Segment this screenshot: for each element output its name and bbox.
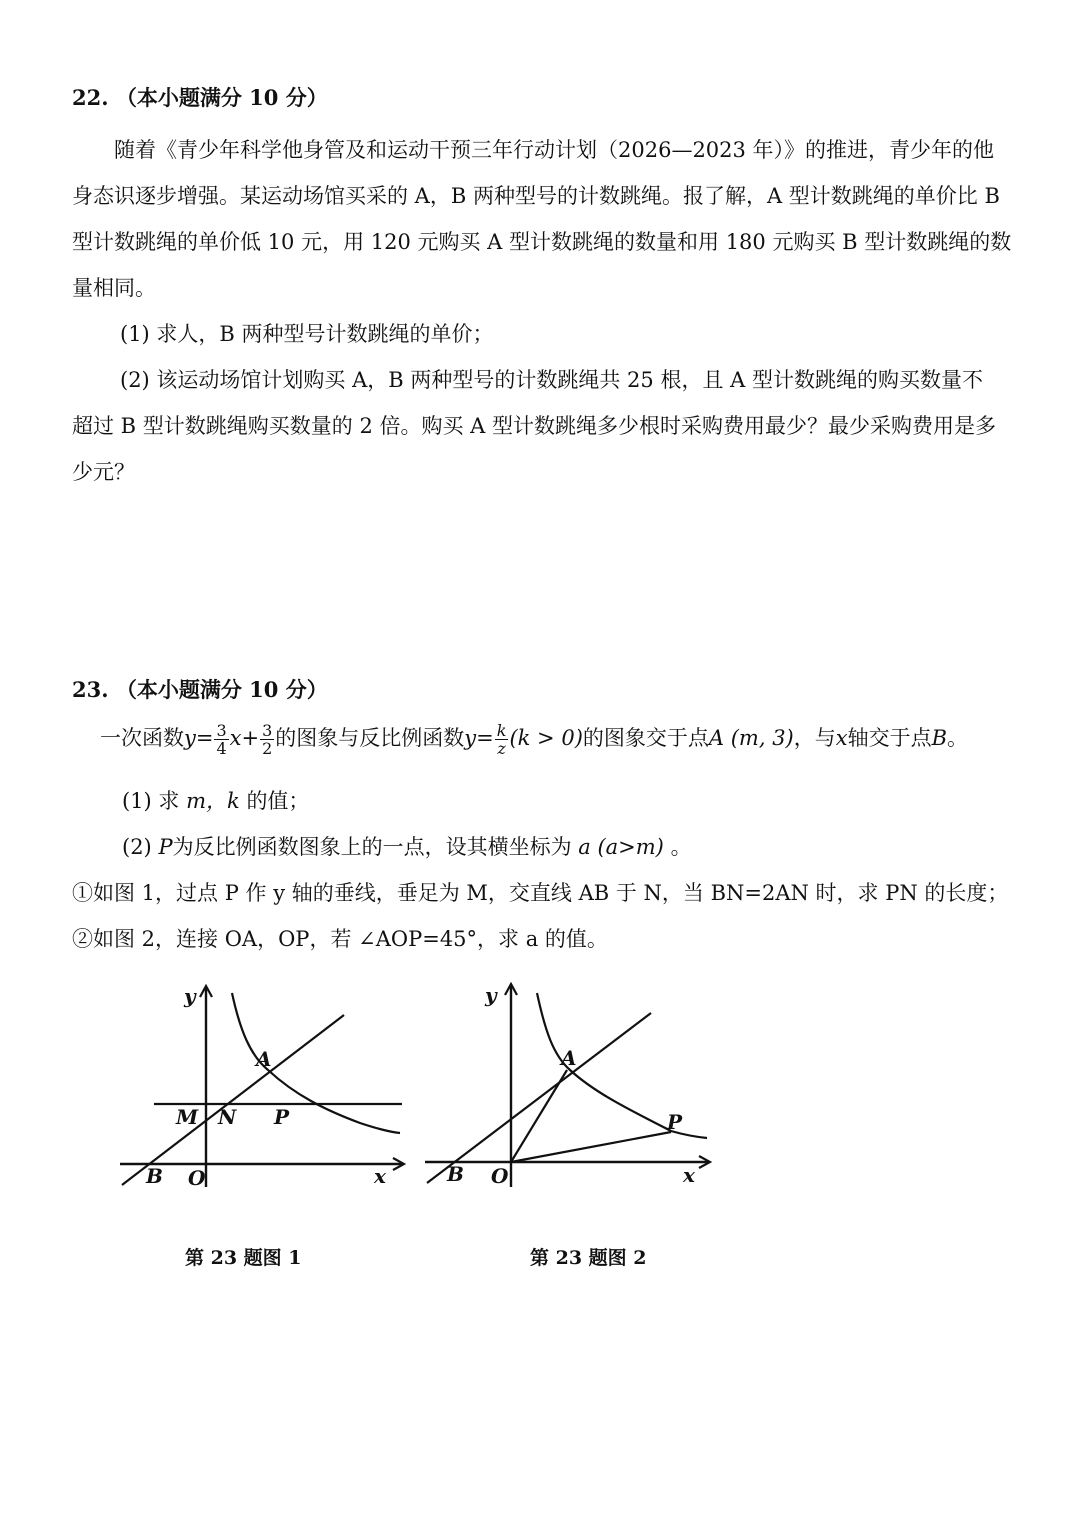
- q22-line-3: 型计数跳绳的单价低 10 元，用 120 元购买 A 型计数跳绳的数量和用 180 元购买 B 型计数跳绳的数: [72, 230, 1012, 254]
- label-y: y: [184, 984, 196, 1008]
- label-a: A: [561, 1046, 577, 1070]
- q23-part-2-a: (2): [122, 835, 152, 859]
- q23-part-1-b: 的值；: [246, 789, 310, 813]
- q23-intro-b: 的图象与反比例函数: [275, 726, 465, 750]
- q23-x-plus: x+: [229, 726, 260, 750]
- label-o: O: [188, 1166, 206, 1190]
- q23-intro-a: 一次函数: [100, 726, 184, 750]
- label-n: N: [218, 1105, 237, 1129]
- label-p: P: [667, 1110, 683, 1134]
- label-x: x: [374, 1164, 386, 1188]
- q23-frac-3-4: [214, 722, 228, 757]
- q23-intro-e: 轴交于点: [847, 726, 932, 750]
- q23-y-eq-1: y=: [184, 726, 214, 750]
- q23-frac-k-x: [495, 722, 509, 757]
- q22-part-2-line-3: 少元？: [72, 460, 135, 484]
- q23-part-2: [122, 831, 692, 861]
- q23-sub-2: ②如图 2，连接 OA，OP，若 ∠AOP=45°，求 a 的值。: [72, 927, 608, 951]
- q23-point-b: B: [931, 726, 948, 750]
- q22-part-1: (1) 求人，B 两种型号计数跳绳的单价；: [120, 322, 494, 346]
- q23-sub-1: ①如图 1，过点 P 作 y 轴的垂线，垂足为 M，交直线 AB 于 N，当 BN=2AN 时，求 PN 的长度；: [72, 881, 1009, 905]
- frac-numerator: k: [496, 721, 507, 740]
- q23-condition: (k > 0): [509, 726, 583, 750]
- q23-point-a: A (m, 3): [708, 726, 794, 750]
- q22-line-1: 随着《青少年科学他身管及和运动干预三年行动计划（2026—2023 年）》的推进，青少年的他: [114, 138, 995, 162]
- figure-2: [415, 975, 720, 1205]
- q22-line-2: 身态识逐步增强。某运动场馆买采的 A，B 两种型号的计数跳绳。报了解，A 型计数跳绳的单价比 B: [72, 184, 1000, 208]
- label-y: y: [485, 983, 497, 1007]
- label-o: O: [491, 1164, 509, 1188]
- q23-part-1-a: (1) 求: [122, 789, 180, 813]
- q23-intro-f: 。: [947, 726, 969, 750]
- label-p: P: [274, 1105, 290, 1129]
- segment-oa: [511, 1070, 567, 1162]
- frac-numerator: 3: [216, 721, 227, 740]
- q23-y-eq-2: y=: [464, 726, 494, 750]
- figure-1: [110, 975, 420, 1205]
- label-b: B: [146, 1164, 163, 1188]
- segment-op: [511, 1132, 671, 1162]
- q22-part-2-line-1: (2) 该运动场馆计划购买 A，B 两种型号的计数跳绳共 25 根，且 A 型计数跳绳的购买数量不: [120, 368, 983, 392]
- q23-intro-c: 的图象交于点: [582, 726, 709, 750]
- q22-part-2-line-2: 超过 B 型计数跳绳购买数量的 2 倍。购买 A 型计数跳绳多少根时采购费用最少？最少采购费用是多: [72, 414, 997, 438]
- q23-part-1: [122, 785, 309, 815]
- label-x: x: [683, 1163, 695, 1187]
- q23-x-var: x: [835, 726, 848, 750]
- q23-frac-3-2: [260, 722, 274, 757]
- frac-denominator: z: [497, 739, 506, 758]
- label-m: M: [176, 1105, 199, 1129]
- q23-part-2-c: 。: [670, 835, 692, 859]
- frac-denominator: 4: [216, 739, 227, 758]
- q23-intro: [100, 722, 968, 757]
- q23-part-2-b: 为反比例函数图象上的一点，设其横坐标为: [172, 835, 572, 859]
- figure-1-caption: 第 23 题图 1: [185, 1247, 302, 1269]
- label-b: B: [447, 1162, 464, 1186]
- frac-numerator: 3: [262, 721, 273, 740]
- q23-intro-d: ，与: [793, 726, 836, 750]
- q23-heading: 23. （本小题满分 10 分）: [72, 677, 328, 702]
- q23-part-2-p: P: [158, 835, 173, 859]
- figure-2-caption: 第 23 题图 2: [530, 1247, 647, 1269]
- q22-heading: 22. （本小题满分 10 分）: [72, 85, 328, 110]
- label-a: A: [256, 1047, 272, 1071]
- frac-denominator: 2: [262, 739, 273, 758]
- q23-part-1-vars: m，k: [186, 789, 240, 813]
- q22-line-4: 量相同。: [72, 276, 156, 300]
- q23-part-2-cond: a (a>m): [578, 835, 664, 859]
